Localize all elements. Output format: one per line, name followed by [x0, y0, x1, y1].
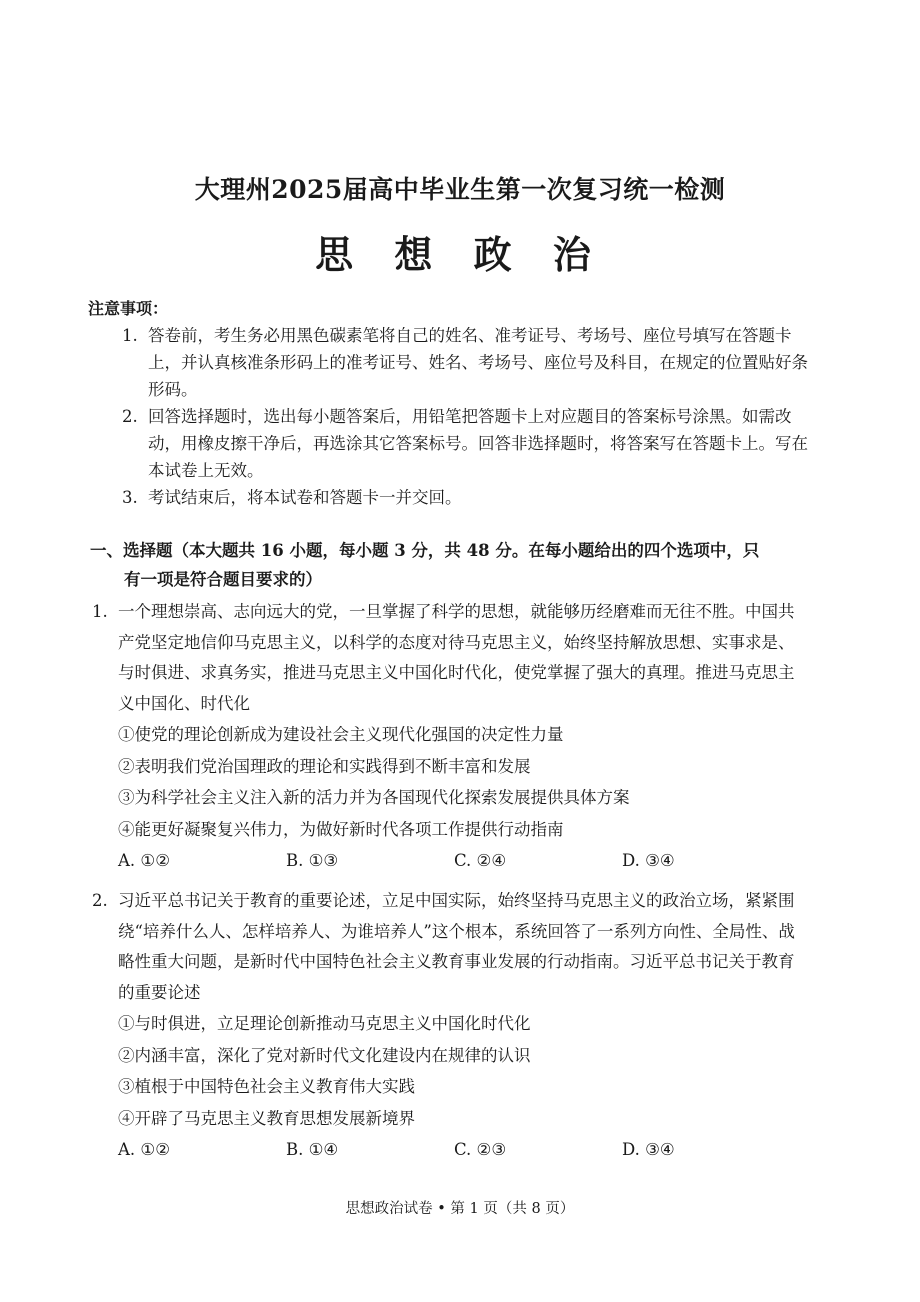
option-c: C. ②③ — [454, 1140, 507, 1159]
subject-title: 思 想 政 治 — [315, 232, 605, 277]
notice-item — [122, 322, 810, 403]
option-a: A. ①② — [118, 1140, 170, 1159]
option-b: B. ①④ — [286, 1140, 339, 1159]
page-footer: 思想政治试卷 • 第 1 页（共 8 页） — [345, 1201, 575, 1217]
section-heading-line-1: 一、选择题（本大题共 16 小题，每小题 3 分，共 48 分。在每小题给出的四个选项中，只 — [90, 541, 760, 560]
exam-title: 大理州2025届高中毕业生第一次复习统一检测 — [194, 175, 726, 204]
answer-options — [92, 845, 808, 877]
notice-item-number: 2. — [122, 407, 138, 426]
statement: ②内涵丰富，深化了党对新时代文化建设内在规律的认识 — [118, 1045, 531, 1065]
option-b: B. ①③ — [286, 851, 339, 870]
question-text: 一个理想崇高、志向远大的党，一旦掌握了科学的思想，就能够历经磨难而无往不胜。中国共产党坚定地信仰马克思主义，以科学的态度对待马克思主义，始终坚持解放思想、实事求是、与时俱进、求真务实，推进马克思主义中国化时代化，使党掌握了强大的真理。推进马克思主义中国化、时代化 — [118, 602, 795, 713]
option-c: C. ②④ — [454, 851, 507, 870]
statement: ③为科学社会主义注入新的活力并为各国现代化探索发展提供具体方案 — [118, 788, 630, 807]
statement: ④开辟了马克思主义教育思想发展新境界 — [118, 1108, 415, 1128]
option-d: D. ③④ — [622, 851, 675, 870]
notice-item-text: 答卷前，考生务必用黑色碳素笔将自己的姓名、准考证号、考场号、座位号填写在答题卡上，并认真核准条形码上的准考证号、姓名、考场号、座位号及科目，在规定的位置贴好条形码。 — [148, 326, 808, 399]
statement: ④能更好凝聚复兴伟力，为做好新时代各项工作提供行动指南 — [118, 819, 564, 839]
option-a: A. ①② — [118, 851, 170, 870]
notice-item-text: 回答选择题时，选出每小题答案后，用铅笔把答题卡上对应题目的答案标号涂黑。如需改动，用橡皮擦干净后，再选涂其它答案标号。回答非选择题时，将答案写在答题卡上。写在本试卷上无效。 — [148, 407, 808, 480]
statement-list — [92, 719, 808, 845]
question-stem — [92, 886, 808, 1008]
statement: ①使党的理论创新成为建设社会主义现代化强国的决定性力量 — [118, 725, 564, 744]
statement: ③植根于中国特色社会主义教育伟大实践 — [118, 1077, 415, 1096]
section-heading-line-2: 有一项是符合题目要求的） — [124, 570, 322, 589]
notice-item — [122, 484, 810, 511]
statement-list — [92, 1008, 808, 1134]
question-text: 习近平总书记关于教育的重要论述，立足中国实际，始终坚持马克思主义的政治立场，紧紧围绕“培养什么人、怎样培养人、为谁培养人”这个根本，系统回答了一系列方向性、全局性、战略性重大问题，是新时代中国特色社会主义教育事业发展的行动指南。习近平总书记关于教育的重要论述 — [118, 891, 795, 1002]
answer-options — [92, 1134, 808, 1166]
notice-item — [122, 403, 810, 484]
notice-item-number: 1. — [122, 326, 138, 345]
question-number: 2. — [92, 891, 108, 910]
notice-item-text: 考试结束后，将本试卷和答题卡一并交回。 — [148, 488, 462, 507]
statement: ①与时俱进，立足理论创新推动马克思主义中国化时代化 — [118, 1014, 531, 1033]
notice-heading: 注意事项： — [88, 299, 169, 318]
question-stem — [92, 597, 808, 719]
question-1 — [92, 597, 808, 877]
statement: ②表明我们党治国理政的理论和实践得到不断丰富和发展 — [118, 756, 531, 776]
option-d: D. ③④ — [622, 1140, 675, 1159]
section-heading — [90, 536, 805, 594]
notice-item-number: 3. — [122, 488, 138, 507]
question-2 — [92, 886, 808, 1166]
notice-list — [122, 322, 810, 511]
question-number: 1. — [92, 602, 108, 621]
